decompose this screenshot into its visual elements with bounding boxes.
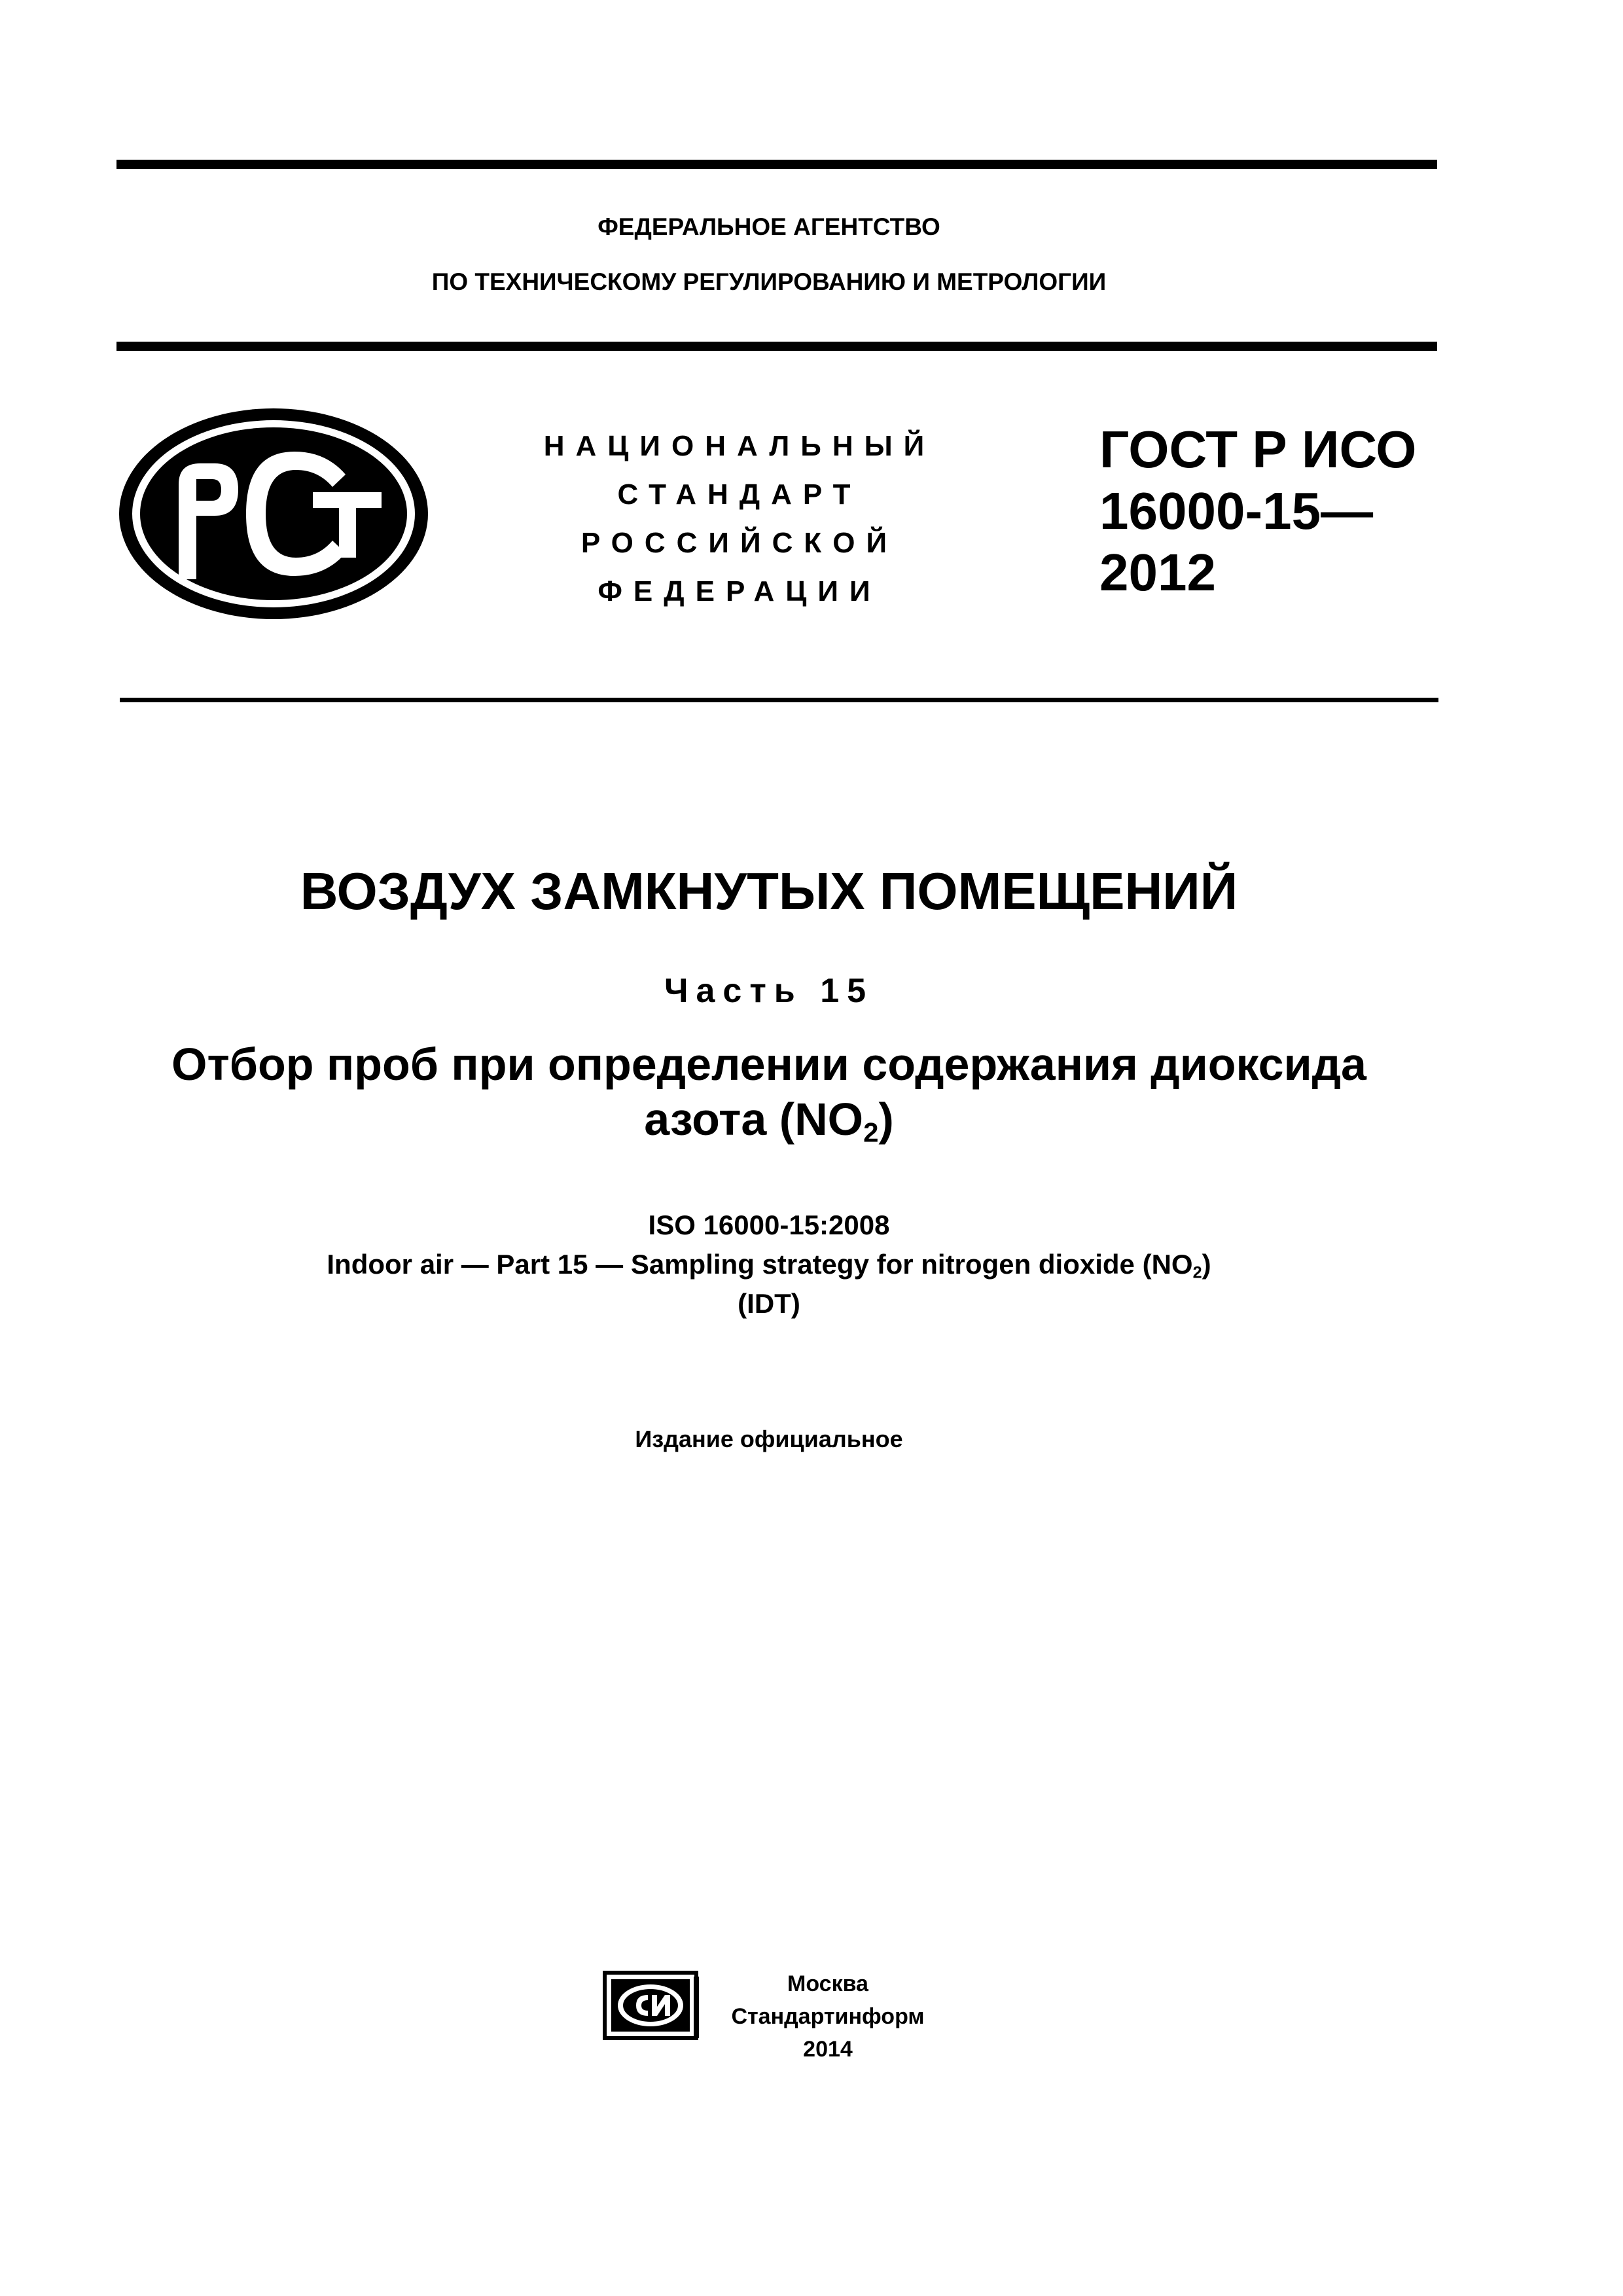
designation-line: 2012: [1099, 543, 1216, 601]
subtitle-text: азота (NO: [644, 1094, 864, 1145]
subtitle-subscript: 2: [863, 1117, 879, 1148]
designation-line: 16000-15—: [1099, 482, 1374, 540]
middle-rule: [116, 342, 1437, 351]
agency-line-2: ПО ТЕХНИЧЕСКОМУ РЕГУЛИРОВАНИЮ И МЕТРОЛОГИИ: [431, 268, 1107, 295]
lower-rule: [120, 698, 1438, 702]
document-title: ВОЗДУХ ЗАМКНУТЫХ ПОМЕЩЕНИЙ: [300, 862, 1238, 920]
standard-type-line: СТАНДАРТ: [617, 478, 862, 511]
iso-title: [0, 1249, 1538, 1282]
iso-title-subscript: 2: [1192, 1263, 1202, 1282]
publisher-block: [723, 1967, 933, 2066]
equivalence-degree: (IDT): [738, 1288, 800, 1319]
standard-type-block: [517, 422, 962, 616]
standard-type-line: ФЕДЕРАЦИИ: [597, 575, 882, 607]
standard-type-line: НАЦИОНАЛЬНЫЙ: [543, 430, 936, 462]
subtitle-line-1: Отбор проб при определении содержания диоксида: [171, 1039, 1366, 1090]
publisher-city: Москва: [787, 1971, 868, 1996]
standard-designation: [1099, 419, 1417, 603]
subtitle-line-2: [98, 1092, 1440, 1160]
standard-type-line: РОССИЙСКОЙ: [580, 527, 899, 559]
agency-line-1: ФЕДЕРАЛЬНОЕ АГЕНТСТВО: [597, 213, 940, 240]
iso-title-end: ): [1202, 1249, 1211, 1280]
publisher-logo-icon: [602, 1970, 702, 2041]
publisher-name: Стандартинформ: [731, 2004, 925, 2029]
designation-line: ГОСТ Р ИСО: [1099, 420, 1417, 478]
part-number: Часть 15: [664, 972, 874, 1010]
iso-number: ISO 16000-15:2008: [648, 1210, 890, 1240]
iso-title-text: Indoor air — Part 15 — Sampling strategy for nitrogen dioxide (NO: [327, 1249, 1193, 1280]
top-rule: [116, 160, 1437, 169]
subtitle-end: ): [878, 1094, 894, 1145]
publisher-year: 2014: [803, 2037, 853, 2062]
document-subtitle: [98, 1037, 1440, 1160]
rst-logo-icon: [116, 406, 431, 622]
edition-label: Издание официальное: [635, 1426, 903, 1452]
